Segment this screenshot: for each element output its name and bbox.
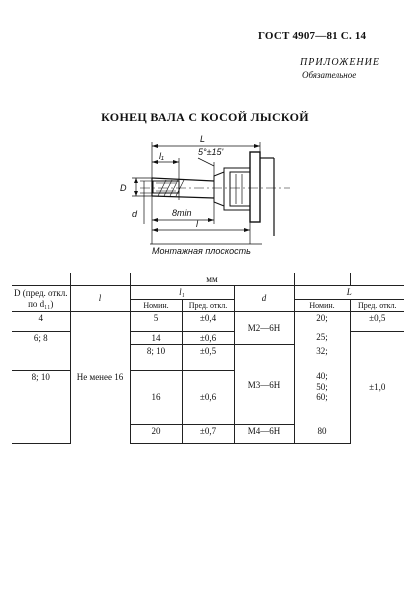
header-l1: l₁	[130, 286, 234, 299]
cell-L-nom-3a: 40;	[316, 371, 328, 382]
label-L: L	[200, 134, 206, 144]
cell-L-nom-0: 20;	[294, 311, 350, 331]
cell-l1-dev-0: ±0,4	[182, 311, 234, 331]
shaft-end-drawing	[0, 0, 410, 270]
cell-L-dev-0: ±0,5	[350, 311, 404, 331]
label-8min: 8min	[172, 208, 192, 218]
label-angle: 5°±15'	[198, 147, 224, 157]
header-L-dev: Пред. откл.	[350, 299, 404, 311]
cell-l-value: Не менее 16	[70, 311, 130, 443]
label-l: l	[196, 219, 198, 229]
angle-leader	[198, 158, 214, 166]
header-l: l	[70, 286, 130, 312]
header-L: L	[294, 286, 404, 299]
label-d: d	[132, 209, 138, 219]
cell-d-0: М2—6Н	[234, 311, 294, 344]
standard-header: ГОСТ 4907—81 С. 14	[258, 30, 367, 42]
cell-D-1: 6; 8	[12, 331, 70, 370]
cell-l1-nom-2: 8; 10	[130, 345, 182, 371]
appendix-label: ПРИЛОЖЕНИЕ	[300, 57, 380, 68]
cell-L-nom-3	[294, 370, 350, 425]
cell-L-nom-1: 25;	[294, 331, 350, 344]
cell-D-0: 4	[12, 311, 70, 331]
cell-D-empty	[12, 425, 70, 444]
cell-L-dev-1: ±1,0	[350, 331, 404, 443]
dimensions-table	[12, 273, 404, 444]
label-l1: l₁	[159, 151, 164, 161]
cell-l1-dev-4: ±0,7	[182, 425, 234, 444]
shaft-bottom-edge	[152, 196, 214, 198]
cell-l1-dev-3: ±0,6	[182, 370, 234, 425]
cell-L-nom-4: 80	[294, 425, 350, 444]
cell-l1-nom-4: 20	[130, 425, 182, 444]
cell-d-2: М4—6Н	[234, 425, 294, 444]
label-D: D	[120, 183, 127, 193]
cell-l1-dev-1: ±0,6	[182, 331, 234, 344]
hub-inner	[230, 172, 250, 206]
flange-outline	[250, 152, 260, 222]
header-l1-nom: Номин.	[130, 299, 182, 311]
cell-L-nom-2: 32;	[294, 345, 350, 371]
cell-D-2: 8; 10	[12, 370, 70, 425]
header-D: D (пред. откл. по d₁₁)	[12, 286, 70, 312]
cell-d-1: М3—6Н	[234, 345, 294, 425]
label-mount-plane: Монтажная плоскость	[152, 246, 251, 256]
cell-l1-nom-1: 14	[130, 331, 182, 344]
cell-L-nom-3c: 60;	[316, 392, 328, 403]
page-title: КОНЕЦ ВАЛА С КОСОЙ ЛЫСКОЙ	[101, 110, 309, 124]
appendix-status: Обязательное	[302, 70, 357, 80]
cell-L-nom-3b: 50;	[316, 381, 328, 392]
unit-label: мм	[130, 273, 294, 286]
header-L-nom: Номин.	[294, 299, 350, 311]
hub-outline	[224, 168, 250, 210]
header-l1-dev: Пред. откл.	[182, 299, 234, 311]
header-d: d	[234, 286, 294, 312]
hub-taper	[214, 172, 224, 206]
cell-l1-dev-2: ±0,5	[182, 345, 234, 371]
cell-l1-nom-0: 5	[130, 311, 182, 331]
cell-l1-nom-3: 16	[130, 370, 182, 425]
